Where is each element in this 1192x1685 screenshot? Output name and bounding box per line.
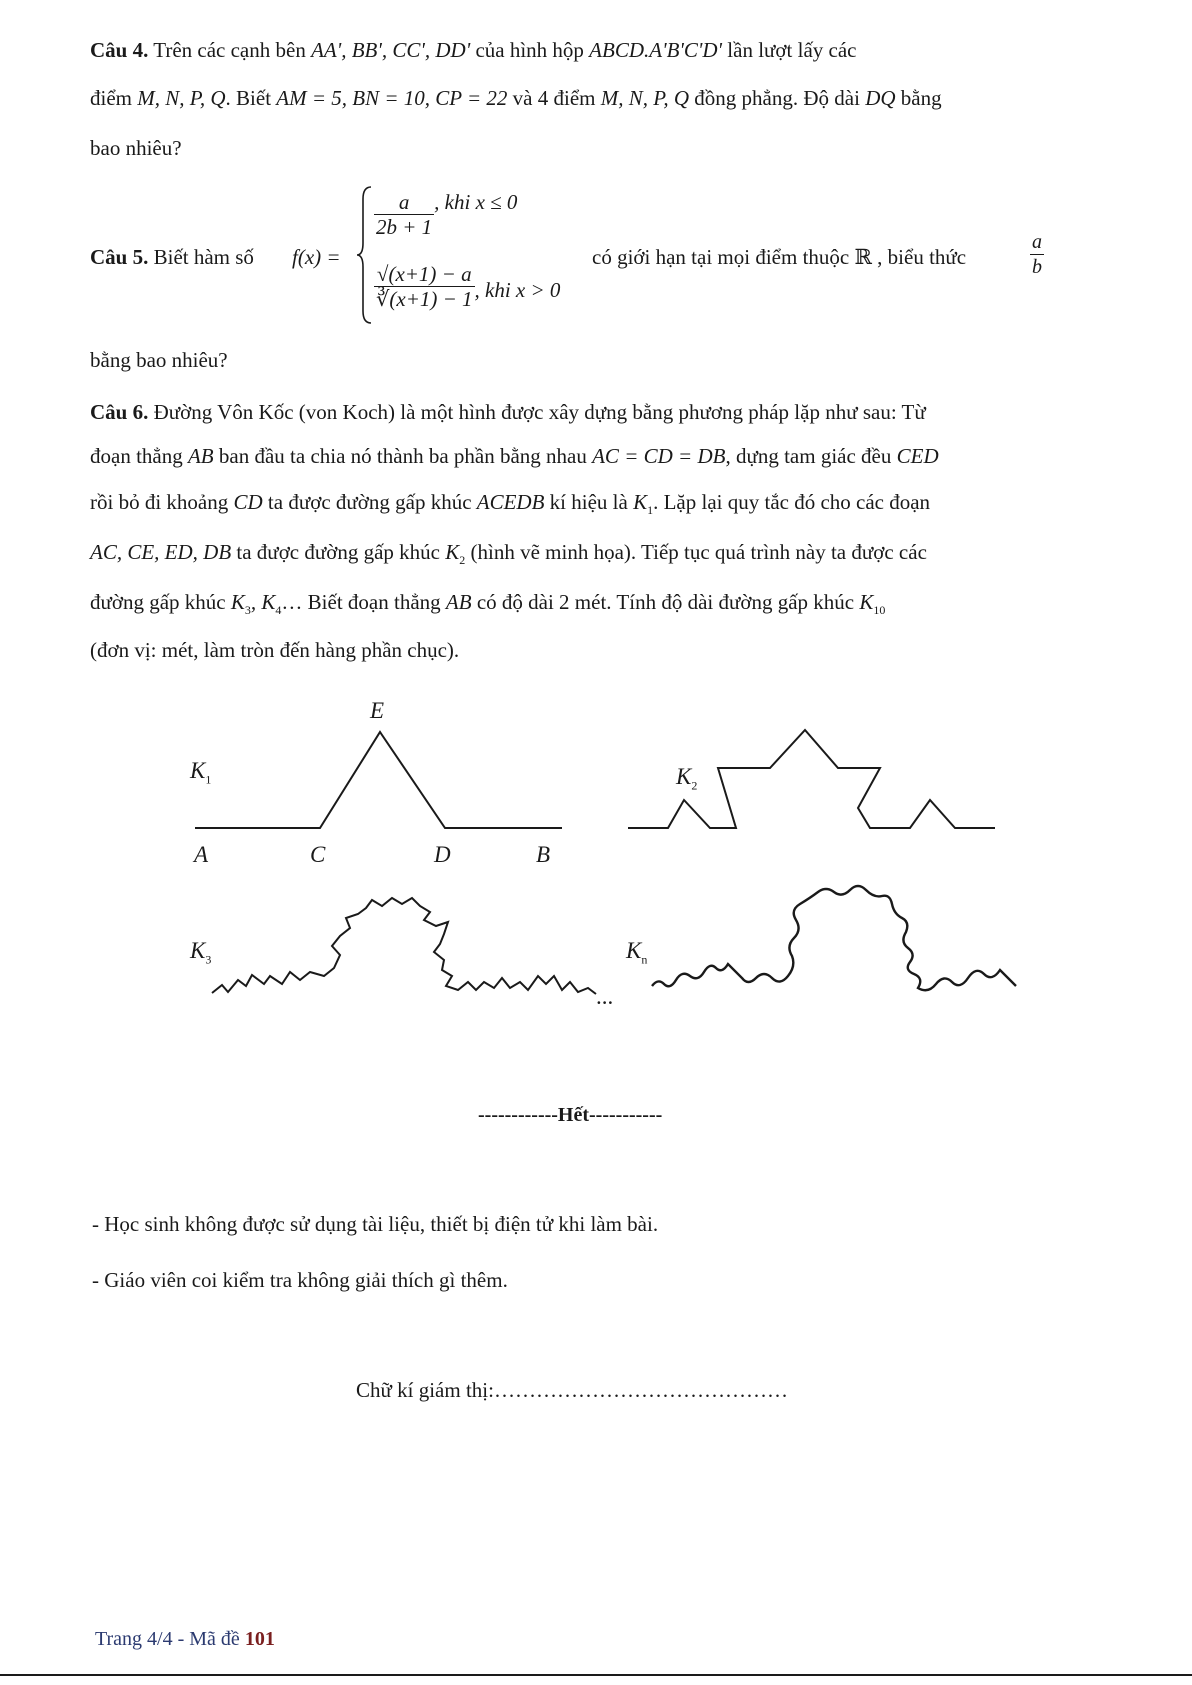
kn-label (626, 938, 647, 968)
q4-points: M, N, P, Q (600, 86, 690, 110)
q6-math: ACEDB (476, 490, 545, 514)
q4-text: Trên các cạnh bên (153, 38, 306, 62)
k1-letter: K (190, 758, 206, 783)
q4-given: AM = 5, BN = 10, CP = 22 (276, 86, 508, 110)
q6-math: AB (187, 444, 214, 468)
point-a: A (194, 842, 209, 867)
q4-text: bằng (900, 86, 942, 110)
q6-text: kí hiệu là (549, 490, 628, 514)
q6-math: K (230, 590, 245, 614)
q4-line-2 (90, 86, 942, 111)
q4-line-1 (90, 38, 856, 63)
point-d: D (434, 842, 451, 867)
q5-line-2: bằng bao nhiêu? (90, 348, 228, 372)
q6-text: , dựng tam giác đều (725, 444, 892, 468)
q6-math: CED (896, 444, 939, 468)
q6-line-2 (90, 444, 939, 469)
q5-case1-num: a (374, 190, 434, 215)
point-e: E (370, 698, 385, 723)
page-footer (95, 1628, 275, 1651)
q6-text: đoạn thẳng (90, 444, 183, 468)
q6-math: CD (233, 490, 263, 514)
kn-letter: K (626, 938, 642, 963)
k3-curve (212, 898, 596, 994)
figure-ellipsis: ... (596, 984, 614, 1009)
q6-line-3 (90, 490, 930, 518)
q6-text: ban đầu ta chia nó thành ba phần bằng nhau (218, 444, 587, 468)
q5-brace (356, 185, 374, 325)
q5-ratio-frac (1030, 230, 1044, 279)
q6-math: K (859, 590, 874, 614)
q6-text: có độ dài (476, 590, 554, 614)
q6-line-1 (90, 400, 926, 425)
q5-intro (90, 245, 254, 270)
q6-text: (hình vẽ minh họa). Tiếp tục quá trình này ta được các (470, 540, 927, 564)
q5-ratio (1030, 230, 1044, 279)
q4-text: điểm (90, 86, 132, 110)
q4-box: ABCD.A'B'C'D' (589, 38, 723, 62)
q6-text: … Biết đoạn thẳng (281, 590, 441, 614)
q6-text: đường gấp khúc (90, 590, 226, 614)
q5-label: Câu 5. (90, 245, 149, 269)
k2-sub: 2 (691, 778, 698, 793)
k2-curve (628, 730, 995, 828)
k3-letter: K (190, 938, 206, 963)
kn-curve (652, 886, 1016, 990)
q6-line-6: (đơn vị: mét, làm tròn đến hàng phần chục). (90, 638, 460, 662)
note-1: - Học sinh không được sử dụng tài liệu, thiết bị điện tử khi làm bài. (92, 1212, 659, 1236)
k1-label (190, 758, 211, 788)
q6-text: 2 mét (559, 590, 607, 614)
q5-ratio-den: b (1032, 256, 1042, 278)
q6-math: AC, CE, ED, DB (90, 540, 232, 564)
q5-case2-num: √(x+1) − a (374, 262, 475, 287)
q5-case2-den: ∛(x+1) − 1 (376, 287, 473, 311)
q5-case1-frac (374, 190, 434, 239)
footer-text: Trang 4/4 - Mã đề (95, 1628, 240, 1650)
q6-label: Câu 6. (90, 400, 149, 424)
q6-line-5 (90, 590, 885, 618)
q6-text: ta được đường gấp khúc (236, 540, 440, 564)
q6-text: Đường Vôn Kốc (von Koch) là một hình được xây dựng bằng phương pháp lặp như sau: Từ (153, 400, 926, 424)
q5-case2-cond: , khi x > 0 (474, 278, 561, 302)
q4-points: M, N, P, Q (137, 86, 226, 110)
q4-text: và 4 điểm (512, 86, 596, 110)
k1-sub: 1 (205, 772, 212, 787)
q4-segment: DQ (865, 86, 896, 110)
q6-sub: 10 (873, 603, 886, 618)
end-marker: ------------Hết----------- (478, 1104, 663, 1126)
q6-math: K (445, 540, 460, 564)
k2-letter: K (676, 764, 692, 789)
k3-sub: 3 (205, 952, 212, 967)
q6-math: AC = CD = DB (592, 444, 726, 468)
q5-case-2 (374, 262, 560, 311)
q6-text: . Lặp lại quy tắc đó cho các đoạn (653, 490, 931, 514)
q4-text: . Biết (225, 86, 272, 110)
q4-line-3: bao nhiêu? (90, 136, 182, 160)
q5-case-1 (374, 190, 517, 239)
q5-case1-cond: , khi x ≤ 0 (434, 190, 518, 214)
q6-math: AB (445, 590, 472, 614)
point-b: B (536, 842, 551, 867)
q5-case2-frac (374, 262, 475, 311)
q4-text: lần lượt lấy các (727, 38, 857, 62)
exam-code: 101 (244, 1628, 275, 1650)
q4-label: Câu 4. (90, 38, 149, 62)
q5-mid: có giới hạn tại mọi điểm thuộc ℝ , biểu thức (592, 245, 967, 269)
q6-sub: 2 (459, 553, 466, 568)
q4-edges: AA', BB', CC', DD' (311, 38, 471, 62)
point-c: C (310, 842, 326, 867)
q6-sub: 4 (275, 603, 282, 618)
k3-label (190, 938, 211, 968)
k1-curve (195, 732, 562, 828)
q6-sub: 3 (244, 603, 251, 618)
q4-text: đồng phẳng. Độ dài (694, 86, 860, 110)
q6-text: . Tính độ dài đường gấp khúc (606, 590, 855, 614)
q5-case1-den: 2b + 1 (376, 215, 433, 239)
q5-fx: f(x) = (292, 245, 341, 269)
q6-math: K (633, 490, 648, 514)
bottom-rule (0, 1674, 1192, 1676)
q6-math: , K (250, 590, 276, 614)
q6-sub: 1 (647, 503, 654, 518)
note-2: - Giáo viên coi kiểm tra không giải thích gì thêm. (92, 1268, 508, 1292)
k2-label (676, 764, 697, 794)
q6-text: rồi bỏ đi khoảng (90, 490, 229, 514)
kn-sub: n (641, 952, 648, 967)
q5-text: Biết hàm số (153, 245, 254, 269)
q6-text: ta được đường gấp khúc (267, 490, 472, 514)
signature-line: Chữ kí giám thị:…………………………………… (356, 1378, 788, 1402)
q6-line-4 (90, 540, 927, 568)
q5-ratio-num: a (1032, 231, 1042, 253)
q4-text: của hình hộp (475, 38, 584, 62)
